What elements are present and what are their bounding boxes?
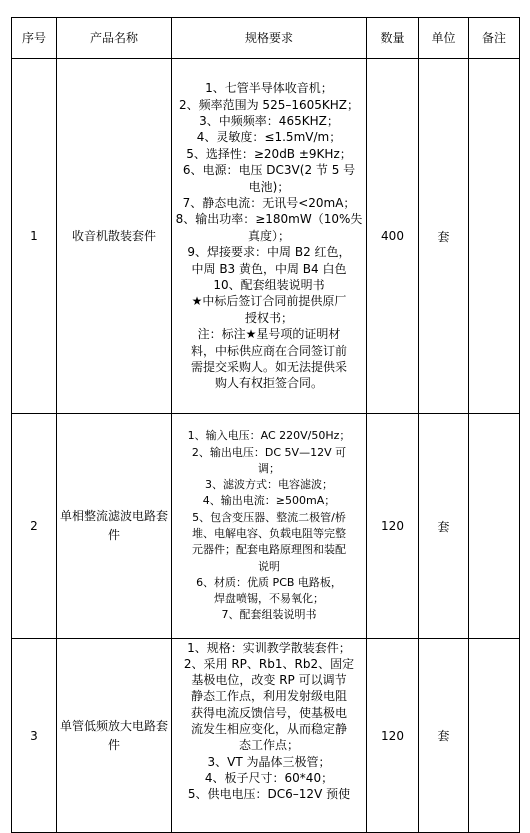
spec-line: 堆、电解电容、负载电阻等完整: [192, 527, 346, 540]
quantity: 400: [367, 59, 419, 414]
spec-line: 需提交采购人。如无法提供采: [190, 360, 347, 375]
spec-line: 注：标注★星号项的证明材: [197, 327, 341, 342]
product-name: 单相整流滤波电路套件: [57, 414, 172, 639]
product-name: 收音机散装套件: [57, 59, 172, 414]
header-no: 序号: [12, 18, 57, 59]
spec-line: 中周 B3 黄色，中周 B4 白色: [191, 261, 347, 276]
spec-line: 态工作点；: [238, 738, 299, 753]
spec-line: 真度）；: [247, 228, 290, 243]
header-qty: 数量: [367, 18, 419, 59]
spec-lines: [172, 80, 366, 392]
spec-line: 购人有权拒签合同。: [214, 376, 323, 391]
table-row: [12, 59, 520, 414]
spec-line: 10、配套组装说明书: [213, 278, 325, 293]
row-no: 2: [12, 414, 57, 639]
spec-line: 8、输出功率：≥180mW（10%失: [175, 212, 363, 227]
spec-line: 1、七管半导体收音机；: [205, 81, 333, 96]
spec-line: 5、包含变压器、整流二极管/桥: [192, 510, 346, 524]
spec-line: 3、中频频率：465KHZ；: [199, 113, 339, 128]
row-no: 1: [12, 59, 57, 414]
spec-line: 2、采用 RP、Rb1、Rb2、固定: [183, 656, 355, 671]
spec-cell: [172, 414, 367, 639]
spec-line: 7、配套组装说明书: [221, 608, 317, 622]
spec-cell: [172, 639, 367, 833]
spec-line: 7、静态电流：无讯号<20mA；: [182, 195, 356, 210]
quantity: 120: [367, 639, 419, 833]
product-name: 单管低频放大电路套件: [57, 639, 172, 833]
header-product: 产品名称: [57, 18, 172, 59]
spec-line: 2、频率范围为 525–1605KHZ；: [178, 97, 359, 112]
remark: [469, 59, 520, 414]
spec-line: 4、灵敏度：≤1.5mV/m；: [196, 130, 342, 145]
unit: 套: [419, 414, 469, 639]
spec-line: 5、供电电压：DC6–12V 预使: [187, 787, 351, 802]
quantity: 120: [367, 414, 419, 639]
remark: [469, 414, 520, 639]
spec-line: 获得电流反馈信号，使基极电: [190, 705, 347, 720]
remark: [469, 639, 520, 833]
spec-line: 电池)；: [248, 179, 290, 194]
header-unit: 单位: [419, 18, 469, 59]
spec-line: 6、电源：电压 DC3V(2 节 5 号: [182, 163, 356, 178]
spec-lines: [172, 428, 366, 624]
spec-line: 1、规格：实训教学散装套件；: [187, 640, 351, 655]
spec-line: 9、焊接要求：中周 B2 红色，: [187, 245, 351, 260]
spec-line: 流发生相应变化，从而稳定静: [190, 721, 347, 736]
spec-line: 5、选择性：≥20dB ±9KHz；: [186, 146, 352, 161]
spec-line: 料，中标供应商在合同签订前: [190, 343, 347, 358]
spec-line: 3、滤波方式：电容滤波；: [205, 478, 333, 492]
unit: 套: [419, 639, 469, 833]
spec-line: 4、板子尺寸：60*40；: [204, 770, 334, 785]
table-row: [12, 414, 520, 639]
row-no: 3: [12, 639, 57, 833]
header-spec: 规格要求: [172, 18, 367, 59]
table-row: [12, 639, 520, 833]
spec-line: 授权书；: [244, 310, 293, 325]
spec-line: 6、材质：优质 PCB 电路板，: [196, 575, 342, 589]
header-row: [12, 18, 520, 59]
spec-line: 3、VT 为晶体三极管；: [207, 754, 331, 769]
product-spec-table: [11, 17, 520, 833]
spec-line: 4、输出电流：≥500mA；: [202, 494, 336, 508]
spec-line: 焊盘喷锡，不易氧化；: [214, 592, 324, 606]
header-remark: 备注: [469, 18, 520, 59]
spec-line: 2、输出电压：DC 5V—12V 可: [191, 445, 347, 459]
spec-line: 静态工作点，利用发射级电阻: [190, 689, 347, 704]
spec-line: 说明: [258, 559, 280, 573]
unit: 套: [419, 59, 469, 414]
spec-line: 1、输入电压：AC 220V/50Hz；: [187, 429, 351, 443]
spec-cell: [172, 59, 367, 414]
spec-line: 元器件；配套电路原理图和装配: [192, 543, 346, 557]
spec-line: ★中标后签订合同前提供原厂: [191, 294, 347, 309]
spec-line: 调；: [258, 461, 280, 475]
spec-line: 基极电位，改变 RP 可以调节: [191, 673, 347, 688]
spec-lines: [172, 640, 366, 832]
